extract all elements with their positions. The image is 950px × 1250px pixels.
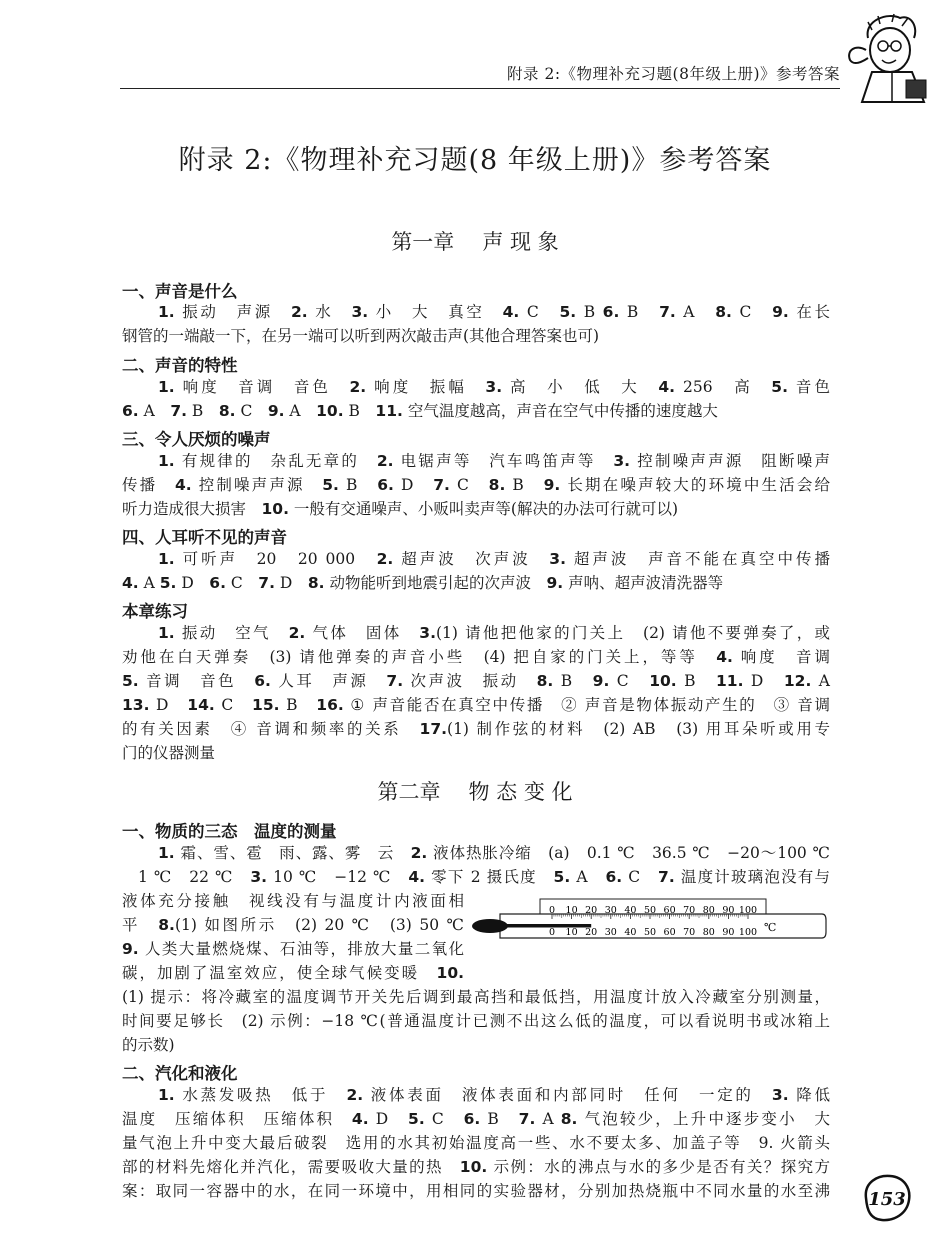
page-number-badge — [858, 1172, 914, 1224]
section-heading: 三、令人厌烦的噪声 — [122, 430, 271, 449]
answer-line: 门的仪器测量 — [122, 744, 216, 762]
chapter-1-title: 声 现 象 — [482, 230, 559, 254]
section-heading: 一、声音是什么 — [122, 282, 238, 301]
tube-tick-label: 90 — [722, 927, 735, 938]
tube-tick-label: 10 — [565, 927, 578, 938]
answer-line: 部的材料先熔化并汽化，需要吸收大量的热 10. 示例：水的沸点与水的多少是否有关？探究方 — [122, 1158, 830, 1176]
thermometer-unit: ℃ — [764, 921, 777, 934]
scale-card-tick-label: 30 — [604, 905, 617, 916]
tube-tick-label: 30 — [604, 927, 617, 938]
answer-line: 劝他在白天弹奏 (3) 请他弹奏的声音小些 (4) 把自家的门关上，等等 4. 响度 音调 — [122, 648, 830, 666]
section-heading: 本章练习 — [122, 602, 188, 621]
chapter-2-label: 第二章 — [377, 780, 441, 804]
scale-card-tick-label: 0 — [548, 905, 556, 916]
thermometer-liquid-column — [502, 924, 591, 928]
answer-line: 液体充分接触 视线没有与温度计内液面相 — [122, 892, 464, 910]
tube-tick-label: 80 — [702, 927, 715, 938]
scale-card-tick-label: 90 — [722, 905, 735, 916]
answer-line: 温度 压缩体积 压缩体积 4. D 5. C 6. B 7. A 8. 气泡较少，上升中逐步变小 大 — [122, 1110, 830, 1128]
answer-line: 1 ℃ 22 ℃ 3. 10 ℃ −12 ℃ 4. 零下 2 摄氏度 5. A 6. C 7. 温度计玻璃泡没有与 — [138, 868, 830, 886]
answer-line: 1. 可听声 20 20 000 2. 超声波 次声波 3. 超声波 声音不能在真空中传播 — [158, 550, 830, 568]
running-header: 附录 2:《物理补充习题(8年级上册)》参考答案 — [507, 65, 840, 83]
tube-tick-label: 60 — [663, 927, 676, 938]
answer-line: 的有关因素 ④ 音调和频率的关系 17.(1) 制作弦的材料 (2) AB (3) 用耳朵听或用专 — [122, 720, 830, 738]
professor-mascot-icon — [838, 10, 938, 110]
answer-line: 4. A 5. D 6. C 7. D 8. 动物能听到地震引起的次声波 9. 声呐、超声波清洗器等 — [122, 574, 724, 592]
tube-tick-label: 70 — [683, 927, 696, 938]
chapter-1-heading — [0, 226, 950, 256]
scale-card-tick-label: 10 — [565, 905, 578, 916]
answer-line: 1. 振动 声源 2. 水 3. 小 大 真空 4. C 5. B 6. B 7. A 8. C 9. 在长 — [158, 303, 830, 321]
answer-line: 传播 4. 控制噪声声源 5. B 6. D 7. C 8. B 9. 长期在噪声较大的环境中生活会给 — [122, 476, 830, 494]
scale-card-tick-label: 40 — [624, 905, 637, 916]
answer-line: 听力造成很大损害 10. 一般有交通噪声、小贩叫卖声等(解决的办法可行就可以) — [122, 500, 679, 518]
answer-line: 1. 霜、雪、雹 雨、露、雾 云 2. 液体热胀冷缩 (a) 0.1 ℃ 36.5 ℃ −20～100 ℃ — [158, 844, 830, 862]
scale-card-tick-label: 100 — [738, 905, 758, 916]
answer-line: 5. 音调 音色 6. 人耳 声源 7. 次声波 振动 8. B 9. C 10. B 11. D 12. A — [122, 672, 830, 690]
scale-card-tick-label: 80 — [702, 905, 715, 916]
answer-line: 1. 振动 空气 2. 气体 固体 3.(1) 请他把他家的门关上 (2) 请他不要弹奏了，或 — [158, 624, 830, 642]
answer-line: 量气泡上升中变大最后破裂 选用的水其初始温度高一些、水不要太多、加盖子等 9. 火箭头 — [122, 1134, 830, 1152]
answer-line: 的示数) — [122, 1036, 175, 1054]
answer-line: (1) 提示：将冷藏室的温度调节开关先后调到最高挡和最低挡，用温度计放入冷藏室分别测量， — [122, 988, 830, 1006]
section-heading: 一、物质的三态 温度的测量 — [122, 822, 337, 841]
page-title: 附录 2:《物理补充习题(8 年级上册)》参考答案 — [178, 145, 772, 176]
tube-tick-label: 40 — [624, 927, 637, 938]
scale-card-tick-label: 20 — [585, 905, 598, 916]
answer-line: 平 8.(1) 如图所示 (2) 20 ℃ (3) 50 ℃ — [122, 916, 464, 934]
answer-line: 1. 响度 音调 音色 2. 响度 振幅 3. 高 小 低 大 4. 256 高 5. 音色 — [158, 378, 830, 396]
section-heading: 二、声音的特性 — [122, 356, 238, 375]
answer-line: 1. 有规律的 杂乱无章的 2. 电锯声等 汽车鸣笛声等 3. 控制噪声声源 阻断噪声 — [158, 452, 830, 470]
scale-card-tick-label: 50 — [643, 905, 657, 916]
answer-line: 6. A 7. B 8. C 9. A 10. B 11. 空气温度越高，声音在空气中传播的速度越大 — [122, 402, 718, 420]
section-heading: 二、汽化和液化 — [122, 1064, 238, 1083]
tube-tick-label: 20 — [585, 927, 598, 938]
header-rule — [120, 88, 840, 89]
scale-card-tick-label: 70 — [683, 905, 696, 916]
answer-line: 1. 水蒸发吸热 低于 2. 液体表面 液体表面和内部同时 任何 一定的 3. 降低 — [158, 1086, 830, 1104]
thermometer-figure — [466, 896, 828, 952]
chapter-2-title: 物 态 变 化 — [468, 780, 573, 804]
answer-line: 13. D 14. C 15. B 16. ① 声音能否在真空中传播 ② 声音是物体振动产生的 ③ 音调 — [122, 696, 831, 714]
answer-line: 9. 人类大量燃烧煤、石油等，排放大量二氧化 — [122, 940, 464, 958]
answer-line: 钢管的一端敲一下，在另一端可以听到两次敲击声(其他合理答案也可) — [122, 327, 600, 345]
chapter-1-label: 第一章 — [391, 230, 455, 254]
answer-line: 时间要足够长 (2) 示例：−18 ℃(普通温度计已测不出这么低的温度，可以看说明书或冰箱上 — [122, 1012, 830, 1030]
page-number: 153 — [868, 1189, 906, 1210]
tube-tick-label: 100 — [738, 927, 758, 938]
tube-tick-label: 50 — [643, 927, 657, 938]
answer-line: 案：取同一容器中的水，在同一环境中，用相同的实验器材，分别加热烧瓶中不同水量的水至沸 — [122, 1182, 830, 1200]
chapter-2-heading — [0, 776, 950, 806]
answer-line: 碳，加剧了温室效应，使全球气候变暖 10. — [122, 964, 464, 982]
section-heading: 四、人耳听不见的声音 — [122, 528, 287, 547]
tube-tick-label: 0 — [548, 927, 556, 938]
scale-card-tick-label: 60 — [663, 905, 676, 916]
